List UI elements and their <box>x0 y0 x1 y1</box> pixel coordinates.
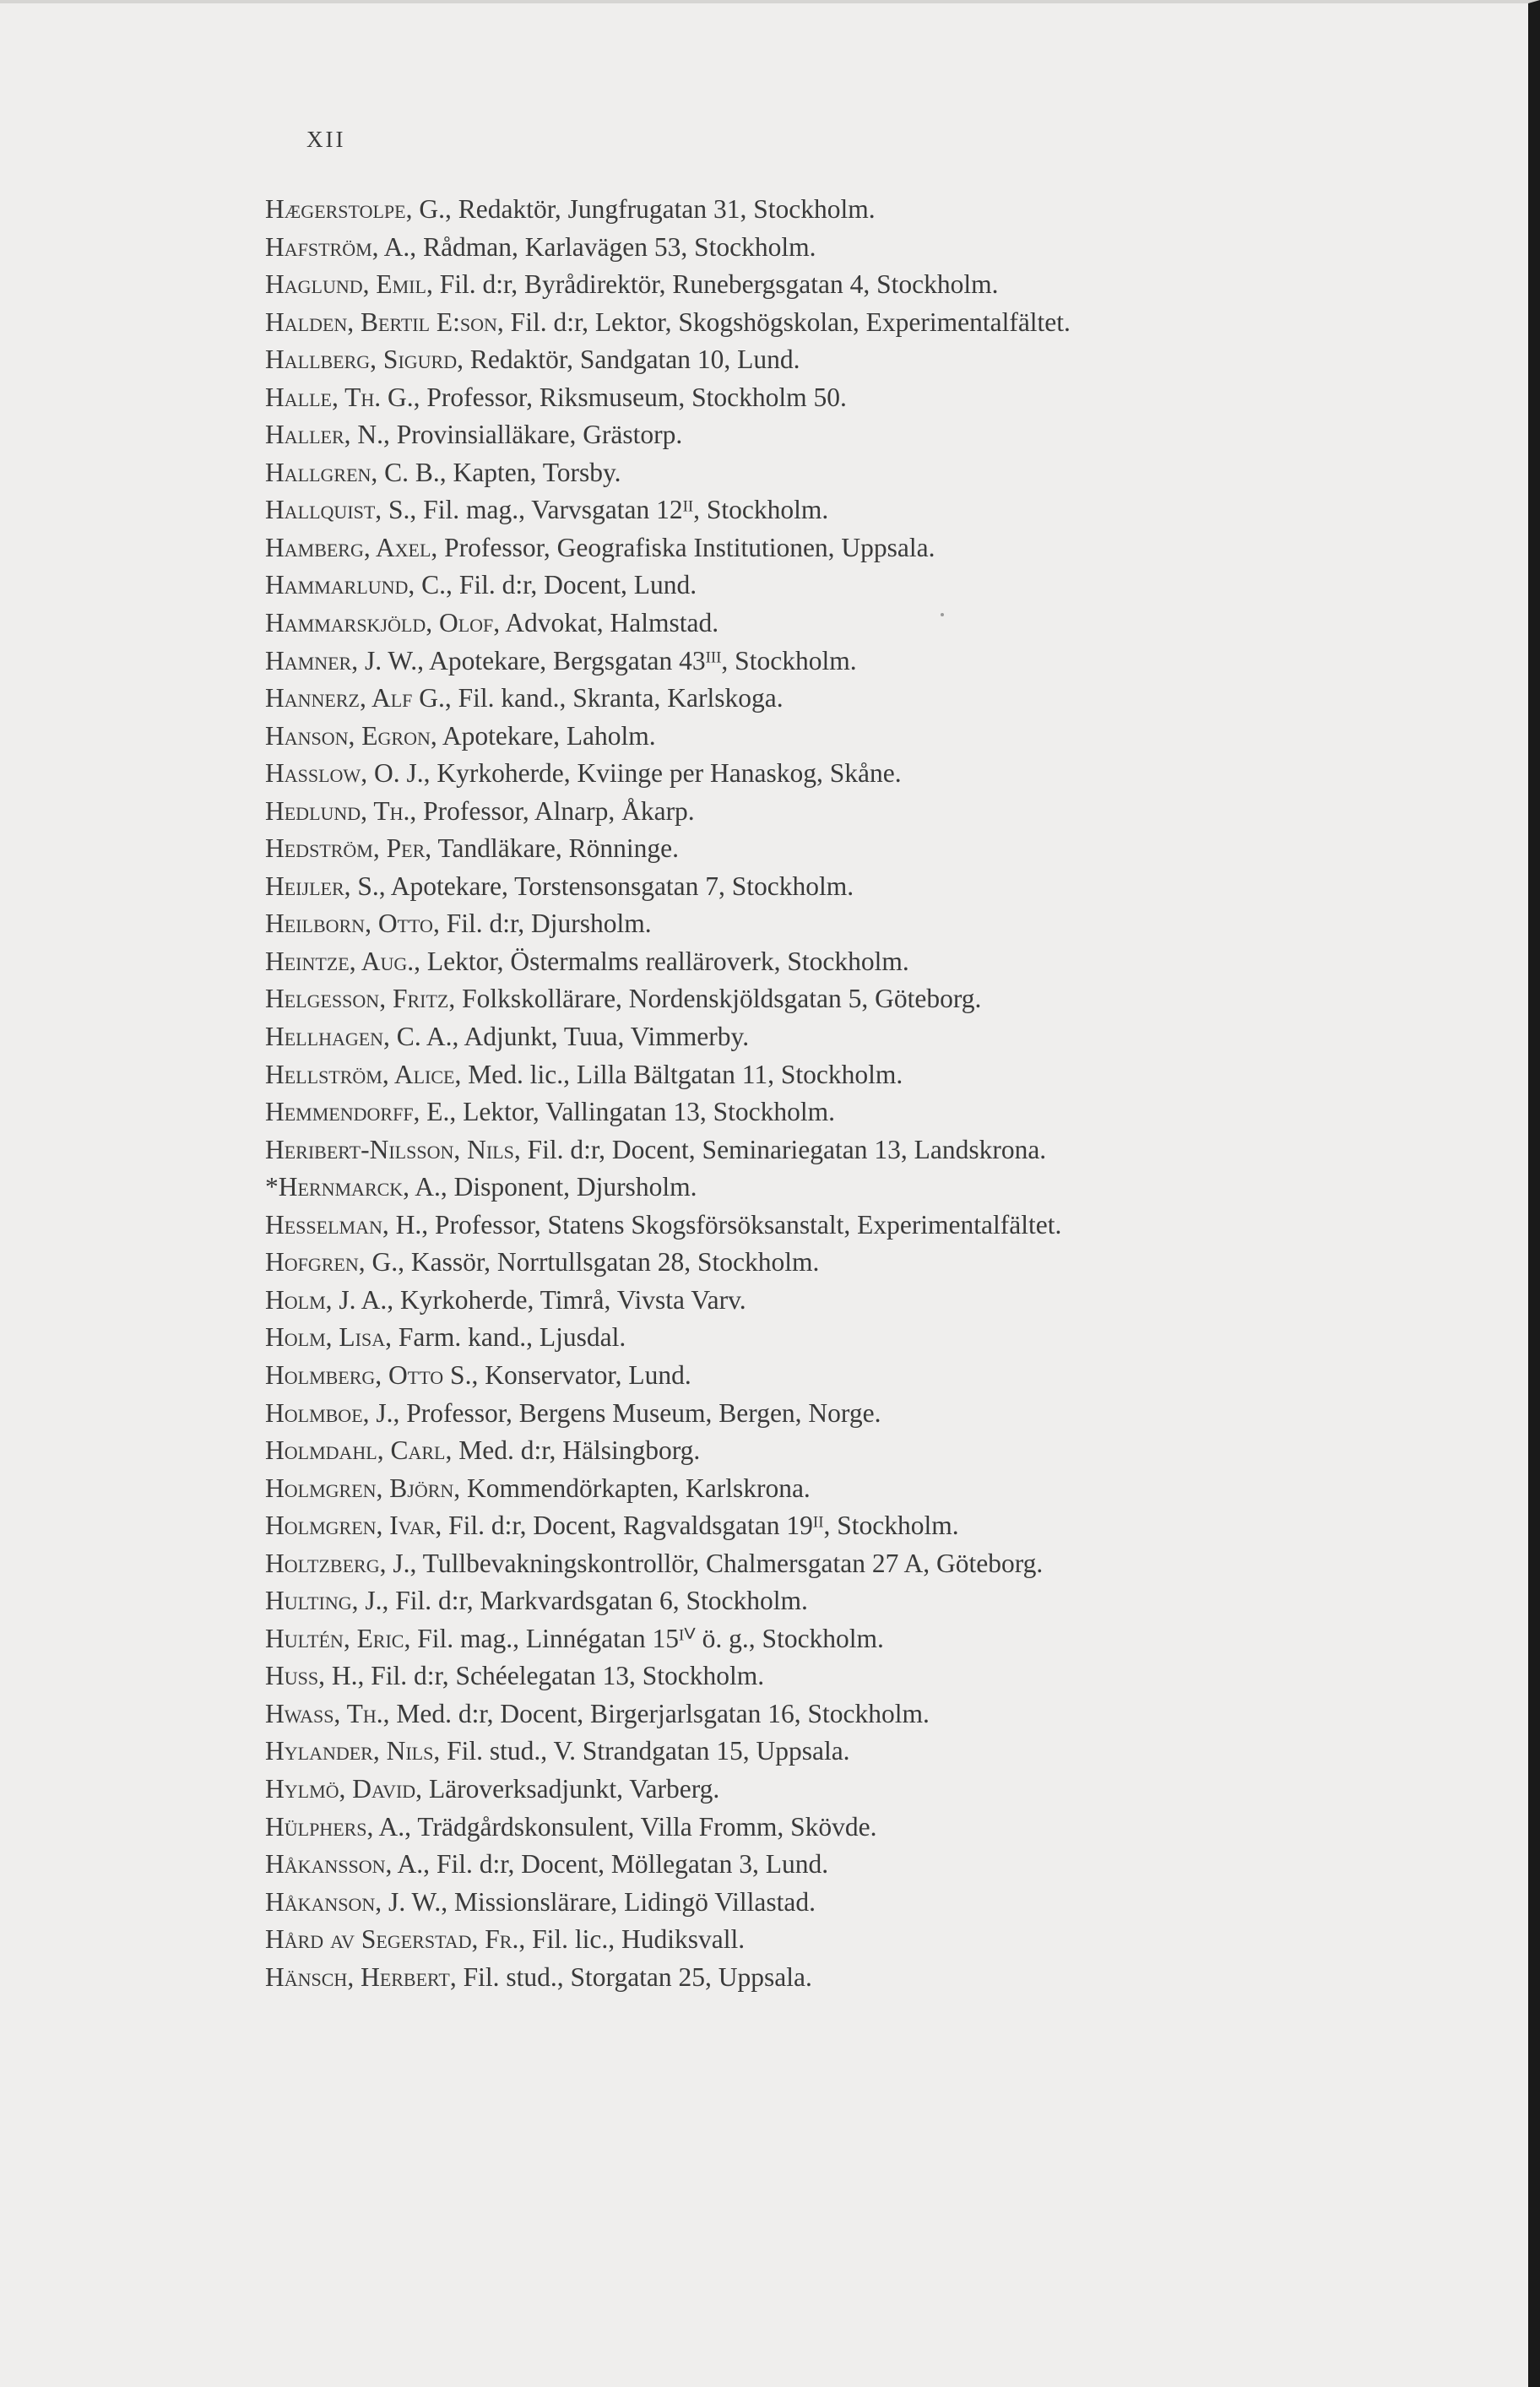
member-details: Fil. d:r, Lektor, Skogshögskolan, Experimentalfältet. <box>503 307 1071 337</box>
member-name: Halle, Th. G., <box>265 382 420 412</box>
list-item <box>265 1169 1464 1207</box>
member-details: Fil. d:r, Docent, Seminariegatan 13, Landskrona. <box>520 1134 1047 1164</box>
member-details: Redaktör, Sandgatan 10, Lund. <box>464 344 800 375</box>
member-details: Konservator, Lund. <box>478 1359 691 1390</box>
list-item <box>265 1056 1464 1094</box>
member-details: Trädgårdskonsulent, Villa Fromm, Skövde. <box>411 1811 877 1842</box>
list-item <box>265 943 1464 981</box>
member-name: Håkanson, J. W., <box>265 1886 448 1917</box>
list-item <box>265 1884 1464 1922</box>
member-name: Hallgren, C. B., <box>265 457 447 487</box>
member-name: Hellhagen, C. A., <box>265 1022 459 1052</box>
member-name: Holmgren, Ivar, <box>265 1511 442 1541</box>
member-details: Fil. lic., Hudiksvall. <box>525 1924 746 1955</box>
list-item <box>265 1432 1464 1470</box>
list-item <box>265 1395 1464 1433</box>
list-item <box>265 454 1464 492</box>
member-details: Kassör, Norrtullsgatan 28, Stockholm. <box>404 1247 820 1278</box>
list-item <box>265 266 1464 304</box>
member-details: Advokat, Halmstad. <box>500 608 719 638</box>
member-name: Heijler, S., <box>265 871 386 901</box>
member-details: Fil. stud., Storgatan 25, Uppsala. <box>456 1961 812 1992</box>
member-details: Apotekare, Laholm. <box>437 720 656 751</box>
member-name: Hallberg, Sigurd, <box>265 344 464 375</box>
list-item <box>265 680 1464 718</box>
member-name: Holm, Lisa, <box>265 1322 392 1353</box>
list-item <box>265 341 1464 379</box>
list-item <box>265 793 1464 831</box>
member-details: Kyrkoherde, Kviinge per Hanaskog, Skåne. <box>430 758 902 789</box>
list-item <box>265 1733 1464 1771</box>
member-details: Med. d:r, Docent, Birgerjarlsgatan 16, Stockholm. <box>389 1698 930 1728</box>
member-details: Provinsialläkare, Grästorp. <box>389 420 683 450</box>
member-name: Hasslow, O. J., <box>265 758 431 789</box>
member-details: Fil. mag., Linnégatan 15ᴵⱽ ö. g., Stockholm. <box>410 1623 884 1653</box>
member-name: Hedström, Per, <box>265 833 432 864</box>
list-item <box>265 304 1464 342</box>
member-name: Hamner, J. W., <box>265 645 424 675</box>
list-item <box>265 605 1464 643</box>
member-details: Professor, Statens Skogsförsöksanstalt, Experimentalfältet. <box>428 1209 1062 1240</box>
list-item <box>265 1809 1464 1847</box>
member-name: *Hernmarck, A., <box>265 1172 447 1202</box>
list-item <box>265 379 1464 417</box>
member-name: Haglund, Emil, <box>265 269 433 300</box>
member-details: Lektor, Östermalms realläroverk, Stockholm. <box>420 946 909 976</box>
member-name: Hægerstolpe, G., <box>265 194 452 224</box>
member-details: Rådman, Karlavägen 53, Stockholm. <box>416 231 816 262</box>
list-item <box>265 1282 1464 1320</box>
list-item <box>265 1018 1464 1056</box>
member-details: Farm. kand., Ljusdal. <box>391 1322 626 1353</box>
list-item <box>265 1319 1464 1357</box>
list-item <box>265 416 1464 454</box>
list-item <box>265 1244 1464 1282</box>
list-item <box>265 1545 1464 1583</box>
list-item <box>265 755 1464 793</box>
member-name: Holtzberg, J., <box>265 1548 417 1578</box>
member-name: Hwass, Th., <box>265 1698 390 1728</box>
list-item <box>265 980 1464 1018</box>
member-details: Fil. d:r, Schéelegatan 13, Stockholm. <box>364 1661 765 1691</box>
list-item <box>265 191 1464 229</box>
list-item <box>265 718 1464 756</box>
member-details: Professor, Geografiska Institutionen, Uppsala. <box>437 532 935 562</box>
member-name: Hallquist, S., <box>265 495 417 525</box>
member-name: Hemmendorff, E., <box>265 1097 457 1127</box>
member-name: Hanson, Egron, <box>265 720 437 751</box>
member-name: Haller, N., <box>265 420 390 450</box>
list-item <box>265 1771 1464 1809</box>
list-item <box>265 830 1464 868</box>
list-item <box>265 1093 1464 1131</box>
list-item <box>265 229 1464 267</box>
member-name: Hamberg, Axel, <box>265 532 438 562</box>
list-item <box>265 1470 1464 1508</box>
list-item <box>265 1620 1464 1658</box>
member-name: Halden, Bertil E:son, <box>265 307 504 337</box>
member-name: Huss, H., <box>265 1661 365 1691</box>
page-number: XII <box>306 127 346 152</box>
member-details: Professor, Bergens Museum, Bergen, Norge. <box>399 1397 881 1428</box>
member-name: Hedlund, Th., <box>265 795 417 826</box>
member-name: Håkansson, A., <box>265 1849 431 1880</box>
list-item <box>265 905 1464 943</box>
member-details: Läroverksadjunkt, Varberg. <box>422 1773 720 1804</box>
member-name: Helgesson, Fritz, <box>265 984 456 1014</box>
member-name: Hofgren, G., <box>265 1247 405 1278</box>
member-name: Holmberg, Otto S., <box>265 1359 479 1390</box>
list-item <box>265 1921 1464 1959</box>
member-name: Hård av Segerstad, Fr., <box>265 1924 526 1955</box>
member-name: Holmdahl, Carl, <box>265 1435 453 1466</box>
list-item <box>265 643 1464 681</box>
member-details: Professor, Alnarp, Åkarp. <box>416 795 695 826</box>
member-details: Missionslärare, Lidingö Villastad. <box>447 1886 816 1917</box>
list-item <box>265 1959 1464 1997</box>
member-name: Hylander, Nils, <box>265 1736 441 1766</box>
list-item <box>265 491 1464 529</box>
member-details: Med. d:r, Hälsingborg. <box>452 1435 701 1466</box>
member-name: Hesselman, H., <box>265 1209 429 1240</box>
member-details: Lektor, Vallingatan 13, Stockholm. <box>456 1097 836 1127</box>
member-details: Redaktör, Jungfrugatan 31, Stockholm. <box>451 194 876 224</box>
member-details: Tullbevakningskontrollör, Chalmersgatan 27 A, Göteborg. <box>416 1548 1044 1578</box>
member-details: Fil. mag., Varvsgatan 12ᴵᴵ, Stockholm. <box>416 495 829 525</box>
list-item <box>265 1657 1464 1695</box>
member-name: Hultén, Eric, <box>265 1623 411 1653</box>
member-name: Hänsch, Herbert, <box>265 1961 457 1992</box>
member-details: Disponent, Djursholm. <box>447 1172 697 1202</box>
member-details: Fil. kand., Skranta, Karlskoga. <box>451 683 784 713</box>
member-name: Holm, J. A., <box>265 1284 394 1315</box>
member-details: Fil. d:r, Docent, Lund. <box>452 570 697 600</box>
list-item <box>265 1131 1464 1169</box>
member-details: Adjunkt, Tuua, Vimmerby. <box>458 1022 750 1052</box>
member-name: Hülphers, A., <box>265 1811 412 1842</box>
list-item <box>265 1507 1464 1545</box>
member-details: Tandläkare, Rönninge. <box>431 833 680 864</box>
member-name: Hammarskjöld, Olof, <box>265 608 501 638</box>
member-name: Heribert-Nilsson, Nils, <box>265 1134 521 1164</box>
member-name: Hellström, Alice, <box>265 1059 462 1089</box>
member-name: Hannerz, Alf G., <box>265 683 452 713</box>
member-details: Fil. d:r, Byrådirektör, Runebergsgatan 4, Stockholm. <box>432 269 999 300</box>
member-name: Heintze, Aug., <box>265 946 421 976</box>
member-details: Professor, Riksmuseum, Stockholm 50. <box>420 382 847 412</box>
member-name: Holmgren, Björn, <box>265 1473 461 1503</box>
list-item <box>265 1846 1464 1884</box>
list-item <box>265 567 1464 605</box>
member-name: Holmboe, J., <box>265 1397 400 1428</box>
member-details: Kapten, Torsby. <box>446 457 621 487</box>
list-item <box>265 1207 1464 1245</box>
member-details: Fil. d:r, Djursholm. <box>439 909 652 939</box>
member-details: Fil. d:r, Docent, Möllegatan 3, Lund. <box>430 1849 829 1880</box>
member-name: Hammarlund, C., <box>265 570 453 600</box>
member-details: Fil. d:r, Docent, Ragvaldsgatan 19ᴵᴵ, Stockholm. <box>442 1511 959 1541</box>
member-details: Folkskollärare, Nordenskjöldsgatan 5, Göteborg. <box>455 984 982 1014</box>
member-list <box>265 191 1464 1996</box>
list-item <box>265 1582 1464 1620</box>
member-name: Heilborn, Otto, <box>265 909 440 939</box>
member-name: Hafström, A., <box>265 231 417 262</box>
member-details: Fil. d:r, Markvardsgatan 6, Stockholm. <box>388 1586 808 1616</box>
member-name: Hulting, J., <box>265 1586 389 1616</box>
member-details: Kommendörkapten, Karlskrona. <box>460 1473 811 1503</box>
list-item <box>265 868 1464 906</box>
member-details: Apotekare, Torstensonsgatan 7, Stockholm. <box>385 871 854 901</box>
member-name: Hylmö, David, <box>265 1773 423 1804</box>
list-item <box>265 1357 1464 1395</box>
member-details: Fil. stud., V. Strandgatan 15, Uppsala. <box>440 1736 850 1766</box>
member-details: Kyrkoherde, Timrå, Vivsta Varv. <box>393 1284 746 1315</box>
member-details: Apotekare, Bergsgatan 43ᴵᴵᴵ, Stockholm. <box>423 645 857 675</box>
member-details: Med. lic., Lilla Bältgatan 11, Stockholm. <box>461 1059 903 1089</box>
list-item <box>265 529 1464 567</box>
list-item <box>265 1695 1464 1733</box>
